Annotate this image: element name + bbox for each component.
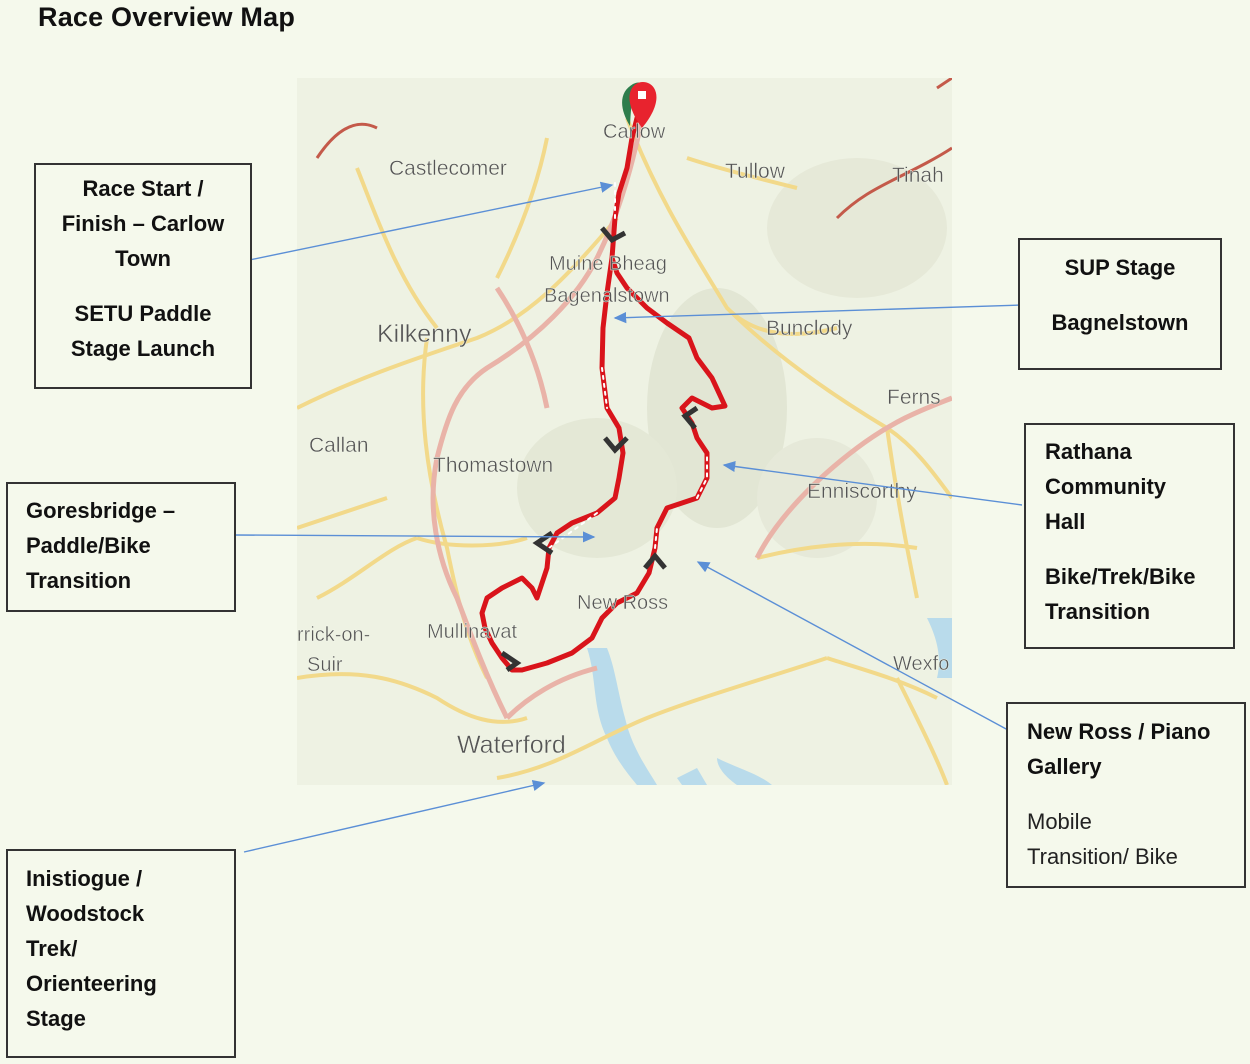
label-carlow: Carlow <box>603 121 666 143</box>
label-callan: Callan <box>309 434 369 457</box>
callout-text: Gallery <box>1027 754 1102 779</box>
water-bodies <box>587 618 952 785</box>
label-new-ross: New Ross <box>577 592 669 614</box>
callout-text: SETU Paddle <box>74 301 212 326</box>
label-suir: Suir <box>307 654 343 676</box>
callout-text: Bagnelstown <box>1051 310 1189 335</box>
callout-text: Transition <box>1045 599 1151 624</box>
label-waterford: Waterford <box>457 731 566 759</box>
label-ferns: Ferns <box>887 386 941 409</box>
callout-text: Goresbridge – <box>26 498 176 523</box>
callout-text: Rathana <box>1045 439 1132 464</box>
callout-new-ross <box>1006 702 1246 888</box>
label-muine-bheag: Muine Bheag <box>549 253 667 275</box>
callout-text: Community <box>1045 474 1166 499</box>
callout-sup-stage <box>1018 238 1222 370</box>
callout-text: Transition <box>26 568 132 593</box>
callout-text: Inistiogue / <box>26 866 143 891</box>
callout-race-start <box>34 163 252 389</box>
label-wexford: Wexfo <box>893 653 950 675</box>
callout-text: Mobile <box>1027 809 1092 834</box>
callout-rathana <box>1024 423 1235 649</box>
label-thomastown: Thomastown <box>433 454 554 477</box>
callout-text: Transition/ Bike <box>1027 844 1178 869</box>
map-canvas <box>297 78 952 785</box>
chevron-icon <box>645 556 665 568</box>
callout-text: Orienteering <box>26 971 157 996</box>
label-mullinavat: Mullinavat <box>427 621 518 643</box>
callout-text: Finish – Carlow <box>61 211 225 236</box>
callout-text: Hall <box>1045 509 1086 534</box>
callout-text: Race Start / <box>82 176 204 201</box>
race-route-map[interactable] <box>297 78 952 785</box>
callout-text: SUP Stage <box>1064 255 1176 280</box>
callout-text: Town <box>115 246 171 271</box>
callout-text: Paddle/Bike <box>26 533 151 558</box>
label-bagenalstown: Bagenalstown <box>544 285 670 307</box>
label-carrick: rrick-on- <box>297 624 371 646</box>
page-title: Race Overview Map <box>38 2 296 32</box>
callout-text: Stage Launch <box>70 336 216 361</box>
label-enniscorthy: Enniscorthy <box>807 480 917 503</box>
label-bunclody: Bunclody <box>766 317 853 340</box>
callout-text: Stage <box>26 1006 86 1031</box>
label-tullow: Tullow <box>725 160 785 183</box>
label-castlecomer: Castlecomer <box>389 157 507 180</box>
callout-text: Bike/Trek/Bike <box>1045 564 1196 589</box>
callout-text: New Ross / Piano <box>1027 719 1211 744</box>
callout-text: Trek/ <box>26 936 78 961</box>
callout-goresbridge <box>6 482 236 612</box>
label-tinahely: Tinah <box>892 164 944 187</box>
label-kilkenny: Kilkenny <box>377 320 472 348</box>
arrow-inistioge <box>244 783 544 852</box>
callout-text: Woodstock <box>26 901 145 926</box>
callout-inistioge <box>6 849 236 1058</box>
